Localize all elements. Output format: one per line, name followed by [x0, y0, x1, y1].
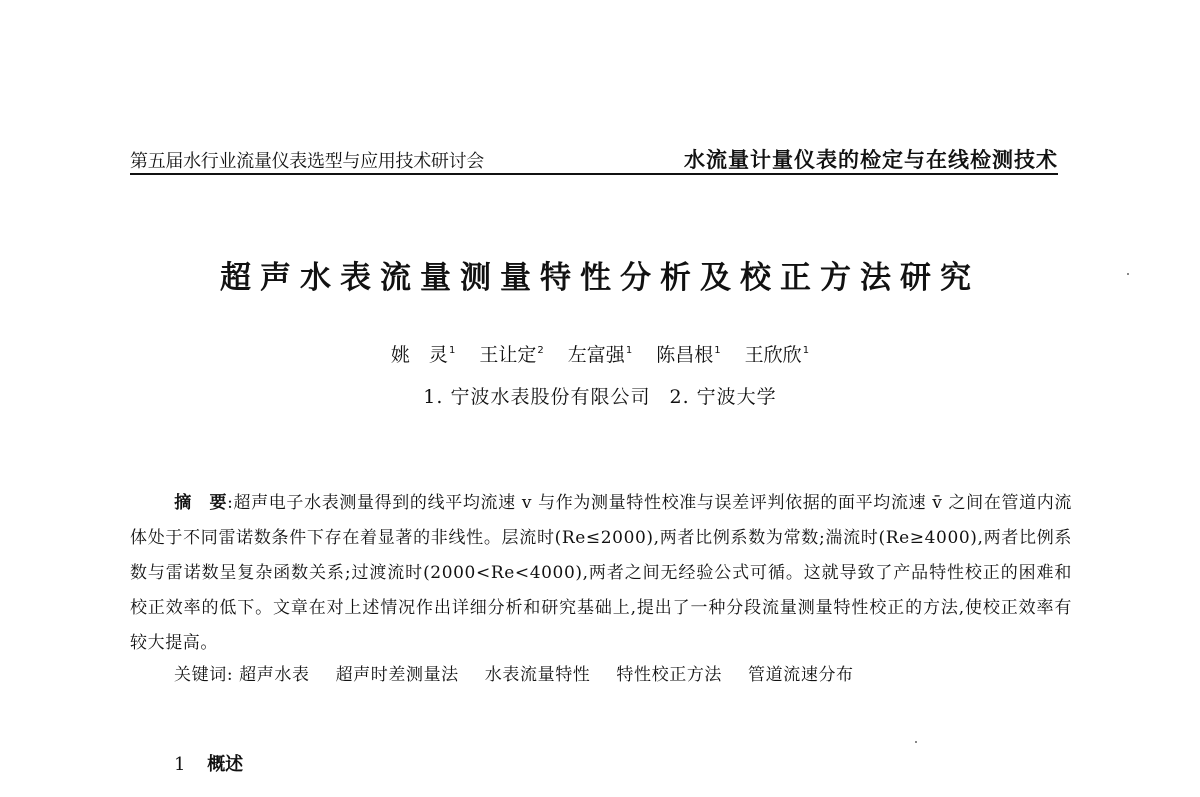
running-header: [130, 143, 1058, 175]
scan-speck: [915, 741, 917, 743]
keyword: 水表流量特性: [484, 665, 591, 685]
affiliation: 2. 宁波大学: [669, 386, 777, 408]
author: 姚 灵$^1$: [390, 344, 456, 366]
keyword: 超声时差测量法: [335, 665, 459, 685]
affiliation-list: [0, 382, 1200, 409]
abstract: [130, 486, 1072, 661]
paper-title: 超声水表流量测量特性分析及校正方法研究: [220, 260, 980, 296]
keywords-label: 关键词: [174, 665, 227, 685]
keyword: 管道流速分布: [748, 665, 854, 685]
scan-speck: [1127, 273, 1129, 275]
author: 左富强$^1$: [567, 344, 633, 366]
author-list: [0, 340, 1200, 367]
section-title: 概述: [207, 754, 244, 775]
author: 王欣欣$^1$: [744, 344, 810, 366]
conference-name: 第五届水行业流量仪表选型与应用技术研讨会: [130, 151, 484, 172]
keyword: 特性校正方法: [616, 665, 723, 685]
abstract-text: :超声电子水表测量得到的线平均流速 v 与作为测量特性校准与误差评判依据的面平均流速 v̄ 之间在管道内流体处于不同雷诺数条件下存在着显著的非线性。层流时(Re≤2000),两者比例系数为常数;湍流时(Re≥4000),两者比例系数与雷诺数呈复杂函数关系;过渡流时(2000<Re<4000),两者之间无经验公式可循。这就导致了产品特性校正的困难和校正效率的低下。文章在对上述情况作出详细分析和研究基础上,提出了一种分段流量测量特性校正的方法,使校正效率有较大提高。: [130, 493, 1072, 653]
abstract-label: 摘 要: [174, 493, 228, 513]
affiliation: 1. 宁波水表股份有限公司: [423, 386, 651, 408]
keyword: 超声水表: [239, 665, 310, 685]
section-number: 1: [174, 754, 186, 775]
proceedings-topic: 水流量计量仪表的检定与在线检测技术: [684, 147, 1058, 172]
author: 陈昌根$^1$: [656, 344, 721, 366]
author: 王让定$^2$: [479, 344, 544, 366]
keywords: 关键词: 超声水表 超声时差测量法 水表流量特性 特性校正方法 管道流速分布: [174, 665, 854, 685]
section-heading: [174, 750, 243, 776]
